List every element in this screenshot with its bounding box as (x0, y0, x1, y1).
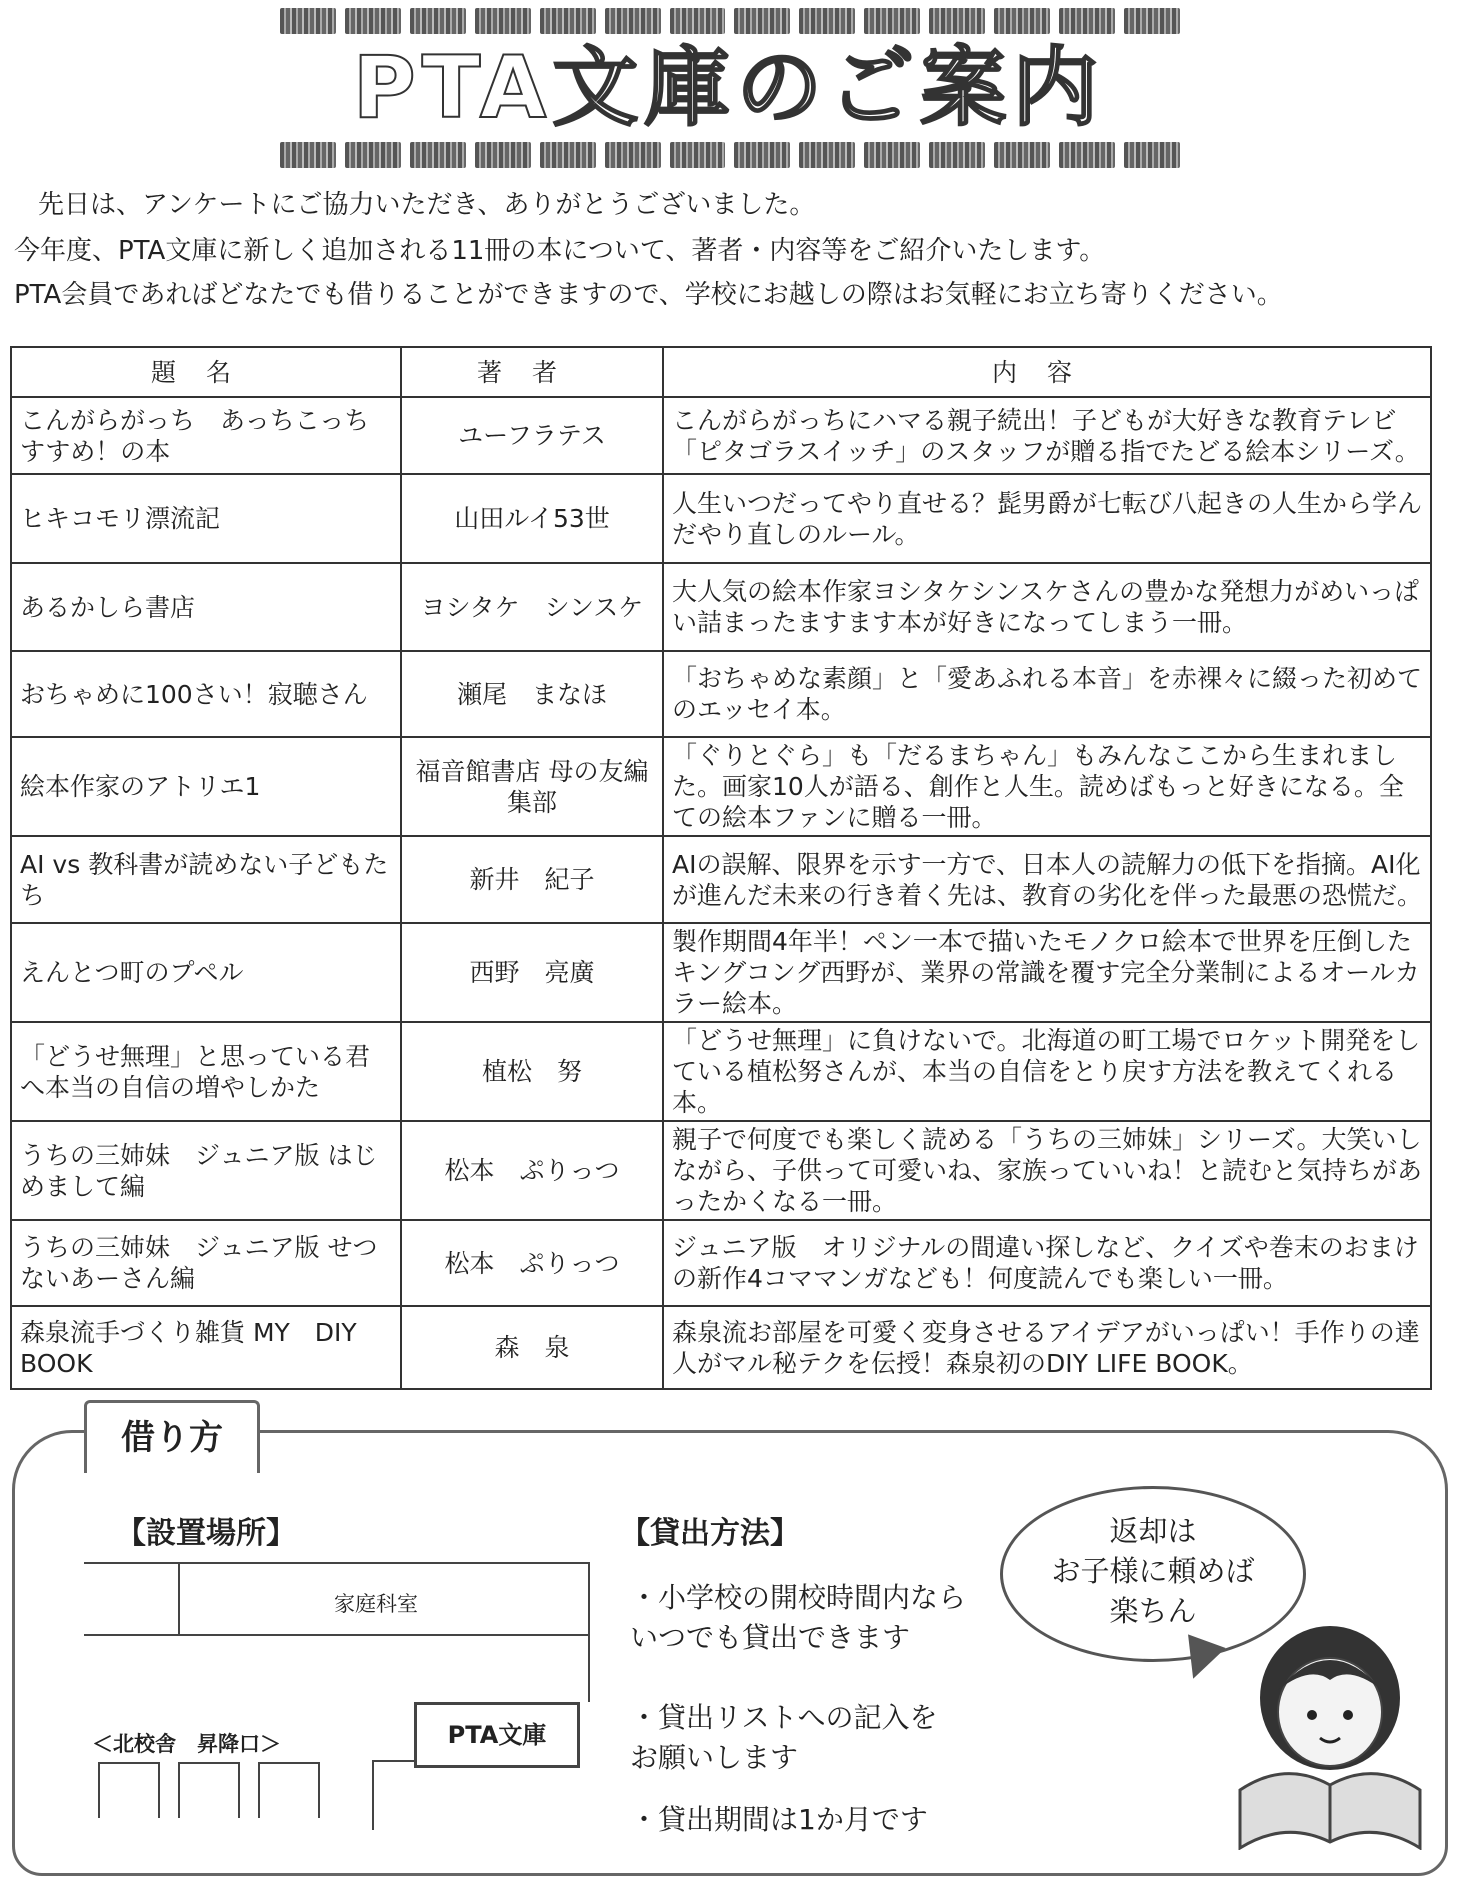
table-row (11, 1022, 1431, 1121)
book-content: 大人気の絵本作家ヨシタケシンスケさんの豊かな発想力がめいっぱい詰まったますます本が好きになってしまう一冊。 (663, 563, 1431, 651)
table-row (11, 923, 1431, 1022)
table-row (11, 1220, 1431, 1306)
book-author: 瀬尾 まなほ (401, 651, 663, 737)
table-row (11, 651, 1431, 737)
book-title: えんとつ町のプペル (11, 923, 401, 1022)
lending-tab: 借り方 (84, 1400, 260, 1473)
room-label: 家庭科室 (334, 1592, 418, 1616)
table-header-row (11, 347, 1431, 397)
book-title: おちゃめに100さい！寂聴さん (11, 651, 401, 737)
intro-line: 今年度、PTA文庫に新しく追加される11冊の本について、著者・内容等をご紹介いたします。 (14, 236, 1106, 266)
book-content: 「どうせ無理」に負けないで。北海道の町工場でロケット開発をしている植松努さんが、本当の自信をとり戻す方法を教えてくれる本。 (663, 1022, 1431, 1121)
book-content: AIの誤解、限界を示す一方で、日本人の読解力の低下を指摘。AI化が進んだ未来の行き着く先は、教育の劣化を伴った最悪の恐慌だ。 (663, 836, 1431, 923)
book-title: うちの三姉妹 ジュニア版 せつないあーさん編 (11, 1220, 401, 1306)
method-item: ・貸出リストへの記入を お願いします (630, 1701, 938, 1774)
book-content: 「ぐりとぐら」も「だるまちゃん」もみんなここから生まれました。画家10人が語る、創作と人生。読めばもっと好きになる。全ての絵本ファンに贈る一冊。 (663, 737, 1431, 836)
table-row (11, 474, 1431, 563)
book-author: ユーフラテス (401, 397, 663, 474)
page-title: PTA文庫のご案内 (352, 38, 1105, 138)
intro-line: 先日は、アンケートにご協力いただき、ありがとうございました。 (38, 190, 816, 220)
book-table (10, 346, 1432, 1390)
book-title: あるかしら書店 (11, 563, 401, 651)
location-heading: 【設置場所】 (116, 1516, 296, 1551)
book-author: 松本 ぷりっつ (401, 1121, 663, 1220)
book-author: 山田ルイ53世 (401, 474, 663, 563)
book-title: 絵本作家のアトリエ1 (11, 737, 401, 836)
book-author: 福音館書店 母の友編集部 (401, 737, 663, 836)
book-author: 松本 ぷりっつ (401, 1220, 663, 1306)
bubble-line: 返却は (1109, 1514, 1197, 1548)
book-content: 人生いつだってやり直せる？髭男爵が七転び八起きの人生から学んだやり直しのルール。 (663, 474, 1431, 563)
book-author: 西野 亮廣 (401, 923, 663, 1022)
table-row (11, 836, 1431, 923)
book-content: 親子で何度でも楽しく読める「うちの三姉妹」シリーズ。大笑いしながら、子供って可愛いね、家族っていいね！と読むと気持ちがあったかくなる一冊。 (663, 1121, 1431, 1220)
table-row (11, 1306, 1431, 1389)
table-row (11, 1121, 1431, 1220)
method-item: ・小学校の開校時間内なら いつでも貸出できます (630, 1581, 967, 1654)
girl-reading-icon (1230, 1620, 1430, 1850)
stair-door (258, 1762, 320, 1818)
books-decoration-bottom (280, 142, 1180, 168)
book-content: 「おちゃめな素顔」と「愛あふれる本音」を赤裸々に綴った初めてのエッセイ本。 (663, 651, 1431, 737)
stair-door (178, 1762, 240, 1818)
book-author: 森 泉 (401, 1306, 663, 1389)
book-title: ヒキコモリ漂流記 (11, 474, 401, 563)
book-content: 森泉流お部屋を可愛く変身させるアイデアがいっぱい！手作りの達人がマル秘テクを伝授！森泉初のDIY LIFE BOOK。 (663, 1306, 1431, 1389)
table-row (11, 737, 1431, 836)
header-author: 著者 (401, 347, 663, 397)
stair-door (98, 1762, 160, 1818)
book-title: 「どうせ無理」と思っている君へ本当の自信の増やしかた (11, 1022, 401, 1121)
bubble-line: 楽ちん (1109, 1594, 1197, 1628)
book-content: こんがらがっちにハマる親子続出！子どもが大好きな教育テレビ「ピタゴラスイッチ」のスタッフが贈る指でたどる絵本シリーズ。 (663, 397, 1431, 474)
header-title: 題名 (11, 347, 401, 397)
book-content: 製作期間4年半！ペン一本で描いたモノクロ絵本で世界を圧倒したキングコング西野が、業界の常識を覆す完全分業制によるオールカラー絵本。 (663, 923, 1431, 1022)
book-author: 植松 努 (401, 1022, 663, 1121)
books-decoration-top (280, 8, 1180, 34)
method-heading: 【貸出方法】 (620, 1516, 800, 1551)
table-row (11, 397, 1431, 474)
book-title: こんがらがっち あっちこっちすすめ！の本 (11, 397, 401, 474)
intro-line: PTA会員であればどなたでも借りることができますので、学校にお越しの際はお気軽にお立ち寄りください。 (14, 280, 1283, 310)
book-author: 新井 紀子 (401, 836, 663, 923)
book-title: うちの三姉妹 ジュニア版 はじめまして編 (11, 1121, 401, 1220)
entrance-label: ＜北校舎 昇降口＞ (92, 1732, 281, 1756)
bubble-line: お子様に頼めば (1051, 1554, 1255, 1588)
book-title: 森泉流手づくり雑貨 MY DIY BOOK (11, 1306, 401, 1389)
pta-library-box: PTA文庫 (414, 1702, 580, 1768)
book-title: AI vs 教科書が読めない子どもたち (11, 836, 401, 923)
header-content: 内容 (663, 347, 1431, 397)
book-content: ジュニア版 オリジナルの間違い探しなど、クイズや巻末のおまけの新作4コママンガなども！何度読んでも楽しい一冊。 (663, 1220, 1431, 1306)
book-author: ヨシタケ シンスケ (401, 563, 663, 651)
method-item: ・貸出期間は1か月です (630, 1803, 928, 1836)
table-row (11, 563, 1431, 651)
